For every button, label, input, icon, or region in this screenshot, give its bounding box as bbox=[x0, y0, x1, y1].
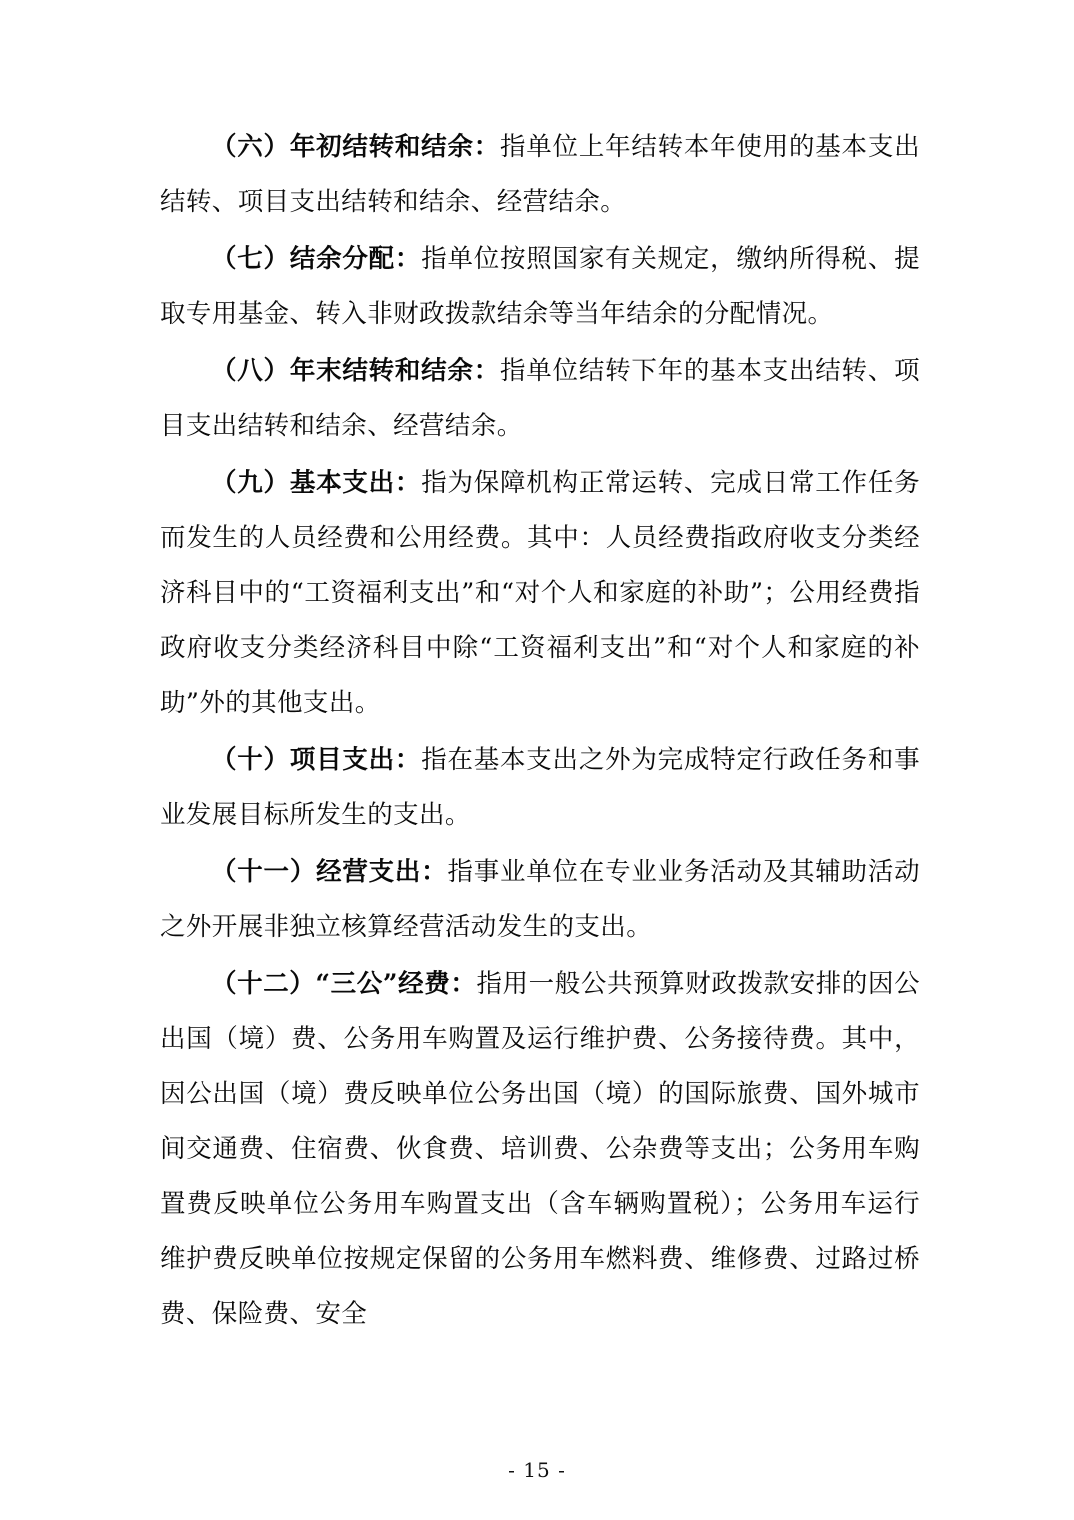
paragraph-twelve-lead: （十二）“三公”经费： bbox=[211, 969, 477, 999]
page-body bbox=[160, 120, 920, 1344]
paragraph-six-lead: （六）年初结转和结余： bbox=[211, 132, 500, 162]
paragraph-nine-body: 指为保障机构正常运转、完成日常工作任务而发生的人员经费和公用经费。其中：人员经费指政府收支分类经济科目中的“工资福利支出”和“对个人和家庭的补助”；公用经费指政府收支分类经济科目中除“工资福利支出”和“对个人和家庭的补助”外的其他支出。 bbox=[160, 468, 920, 718]
paragraph-eight-body: 指单位结转下年的基本支出结转、项目支出结转和结余、经营结余。 bbox=[160, 356, 920, 441]
paragraph-twelve-body: 指用一般公共预算财政拨款安排的因公出国（境）费、公务用车购置及运行维护费、公务接待费。其中，因公出国（境）费反映单位公务出国（境）的国际旅费、国外城市间交通费、住宿费、伙食费、培训费、公杂费等支出；公务用车购置费反映单位公务用车购置支出（含车辆购置税）；公务用车运行维护费反映单位按规定保留的公务用车燃料费、维修费、过路过桥费、保险费、安全 bbox=[160, 969, 920, 1329]
paragraph-ten bbox=[160, 733, 920, 843]
paragraph-seven-body: 指单位按照国家有关规定，缴纳所得税、提取专用基金、转入非财政拨款结余等当年结余的分配情况。 bbox=[160, 244, 920, 329]
paragraph-ten-body: 指在基本支出之外为完成特定行政任务和事业发展目标所发生的支出。 bbox=[160, 745, 920, 830]
paragraph-seven bbox=[160, 232, 920, 342]
paragraph-eleven-body: 指事业单位在专业业务活动及其辅助活动之外开展非独立核算经营活动发生的支出。 bbox=[160, 857, 921, 942]
paragraph-six-body: 指单位上年结转本年使用的基本支出结转、项目支出结转和结余、经营结余。 bbox=[160, 132, 920, 217]
paragraph-six bbox=[160, 120, 920, 230]
paragraph-nine bbox=[160, 456, 920, 731]
paragraph-eleven-lead: （十一）经营支出： bbox=[211, 857, 448, 887]
paragraph-twelve bbox=[160, 957, 920, 1342]
paragraph-eight bbox=[160, 344, 920, 454]
paragraph-eight-lead: （八）年末结转和结余： bbox=[211, 356, 500, 386]
paragraph-eleven bbox=[160, 845, 920, 955]
page-number: - 15 - bbox=[508, 1458, 566, 1482]
paragraph-ten-lead: （十）项目支出： bbox=[211, 745, 422, 775]
paragraph-nine-lead: （九）基本支出： bbox=[211, 468, 422, 498]
paragraph-seven-lead: （七）结余分配： bbox=[211, 244, 422, 274]
